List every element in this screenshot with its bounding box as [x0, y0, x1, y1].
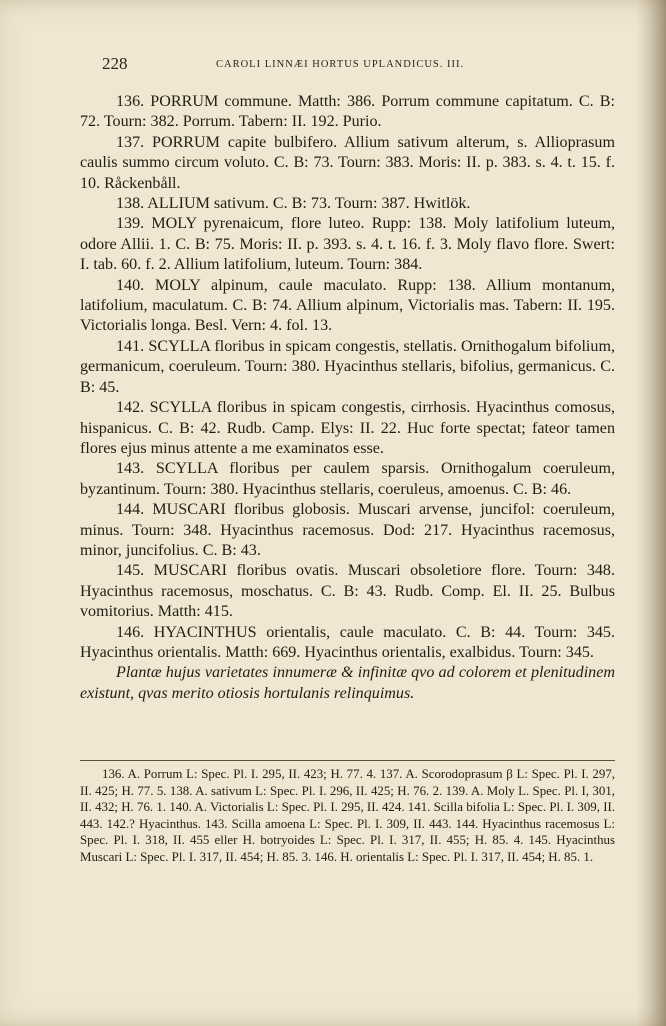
catalogue-entry: 145. MUSCARI floribus ovatis. Muscari obsoletiore flore. Tourn: 348. Hyacinthus racemosus, moschatus. C. B: 43. Rudb. Comp. El. II. 25. Bulbus vomitorius. Matth: 415.	[80, 562, 615, 621]
running-head: CAROLI LINNÆI HORTUS UPLANDICUS. III.	[216, 59, 465, 70]
catalogue-entry: 141. SCYLLA floribus in spicam congestis, stellatis. Ornithogalum bifolium, germanicum, coeruleum. Tourn: 380. Hyacinthus stellaris, bifolius, germanicus. C. B: 45.	[80, 337, 615, 396]
catalogue-entry: 144. MUSCARI floribus globosis. Muscari arvense, juncifol: coeruleum, minus. Tourn: 348. Hyacinthus racemosus. Dod: 217. Hyacinthus racemosus, minor, juncifolius. C. B: 43.	[80, 501, 615, 559]
page-header	[102, 54, 622, 78]
closing-note: Plantæ hujus varietates innumeræ & infinitæ qvo ad colorem et plenitudinem existunt, qvas merito otiosis hortulanis relinquimus.	[80, 664, 615, 702]
catalogue-entry: 140. MOLY alpinum, caule maculato. Rupp: 138. Allium montanum, latifolium, maculatum. C. B: 74. Allium alpinum, Victorialis mas. Tabern: II. 195. Victorialis longa. Besl. Vern: 4. fol. 13.	[80, 276, 615, 335]
catalogue-entry: 139. MOLY pyrenaicum, flore luteo. Rupp: 138. Moly latifolium luteum, odore Allii. 1. C. B: 75. Moris: II. p. 393. s. 4. t. 16. f. 3. Moly flavo flore. Swert: I. tab. 60. f. 2. Allium latifolium, luteum. Tourn: 384.	[80, 215, 615, 274]
footnotes: 136. A. Porrum L: Spec. Pl. I. 295, II. 423; H. 77. 4. 137. A. Scorodoprasum β L: Spec. Pl. I. 297, II. 425; H. 77. 5. 138. A. sativum L: Spec. Pl. I. 296, II. 425; H. 76. 2. 139. A. Moly L. Spec. Pl. I, 301, II. 432; H. 76. 1. 140. A. Victorialis L: Spec. Pl. I. 295, II. 424. 141. Scilla bifolia L: Spec. Pl. I. 309, II. 443. 142.? Hyacinthus. 143. Scilla amoena L: Spec. Pl. I. 309, II. 443. 144. Hyacinthus racemosus L: Spec. Pl. I. 318, II. 455 eller H. botryoides L: Spec. Pl. I. 317, II. 455; H. 85. 4. 145. Hyacinthus Muscari L: Spec. Pl. I. 317, II. 454; H. 85. 3. 146. H. orientalis L: Spec. Pl. I. 317, II. 454; H. 85. 1.	[80, 767, 615, 864]
catalogue-entry: 136. PORRUM commune. Matth: 386. Porrum commune capitatum. C. B: 72. Tourn: 382. Porrum. Tabern: II. 192. Purio.	[80, 93, 615, 131]
catalogue-entry: 142. SCYLLA floribus in spicam congestis, cirrhosis. Hyacinthus comosus, hispanicus. C. B: 42. Rudb. Camp. Elys: II. 22. Huc forte spectat; fateor tamen flores ejus minus attente a me examinatos esse.	[80, 399, 615, 457]
catalogue-entry: 138. ALLIUM sativum. C. B: 73. Tourn: 387. Hwitlök.	[116, 195, 471, 213]
footnote-divider	[80, 760, 615, 761]
catalogue-entry: 143. SCYLLA floribus per caulem sparsis. Ornithogalum coeruleum, byzantinum. Tourn: 380. Hyacinthus stellaris, coeruleus, amoenus. C. B: 46.	[80, 460, 615, 498]
catalogue-entry: 146. HYACINTHUS orientalis, caule maculato. C. B: 44. Tourn: 345. Hyacinthus orientalis. Matth: 669. Hyacinthus orientalis, exalbidus. Tourn: 345.	[80, 623, 615, 661]
catalogue-entry: 137. PORRUM capite bulbifero. Allium sativum alterum, s. Allioprasum caulis summo circum voluto. C. B: 73. Tourn: 383. Moris: II. p. 383. s. 4. t. 15. f. 10. Råckenbåll.	[80, 133, 615, 192]
catalogue-entries	[80, 92, 615, 704]
page-number: 228	[102, 54, 128, 73]
page-edge-shadow	[636, 0, 666, 1026]
